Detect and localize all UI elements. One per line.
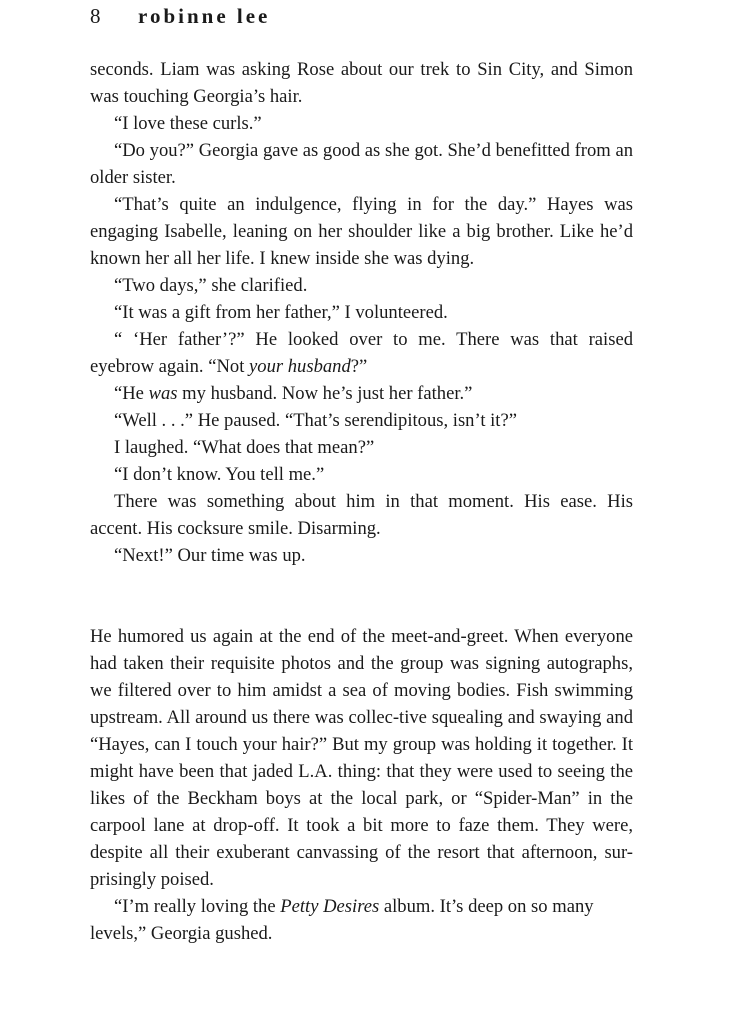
book-page-body: [90, 56, 633, 947]
running-header: [90, 2, 270, 30]
paragraph: “Do you?” Georgia gave as good as she got. She’d benefitted from an older sister.: [90, 140, 633, 188]
italic-text: Petty Desires: [280, 896, 380, 917]
paragraph: “I love these curls.”: [114, 113, 262, 134]
paragraph: [90, 893, 633, 947]
paragraph: “I don’t know. You tell me.”: [114, 464, 325, 485]
paragraph: “Two days,” she clarified.: [114, 275, 308, 296]
italic-text: was: [148, 383, 178, 404]
text-run: “ ‘Her father’?” He looked over to me. There was that raised eyebrow again. “Not: [90, 329, 633, 377]
paragraph: “That’s quite an indulgence, flying in for the day.” Hayes was engaging Isabelle, leaning on her shoulder like a big brother. Like he’d known her all her life. I knew inside she was dying.: [90, 194, 633, 269]
paragraph: I laughed. “What does that mean?”: [114, 437, 375, 458]
paragraph: seconds. Liam was asking Rose about our trek to Sin City, and Simon was touching Georgia’s hair.: [90, 59, 633, 107]
paragraph: “It was a gift from her father,” I volunteered.: [114, 302, 448, 323]
paragraph: There was something about him in that moment. His ease. His accent. His cocksure smile. Disarming.: [90, 491, 633, 539]
paragraph: “Next!” Our time was up.: [114, 545, 306, 566]
text-run: “He: [114, 383, 149, 404]
running-head-author: robinne lee: [138, 4, 271, 28]
page-number: 8: [90, 4, 101, 28]
italic-text: your husband: [249, 356, 351, 377]
paragraph: [90, 380, 633, 407]
paragraph: He humored us again at the end of the meet-and-greet. When everyone had taken their requisite photos and the group was signing autographs, we filtered over to him amidst a sea of moving bodies. Fish swimming upstream. All around us there was collec-tive squealing and swaying and “Hayes, can I touch your hair?” But my group was holding it together. It might have been that jaded L.A. thing: that they were used to seeing the likes of the Beckham boys at the local park, or “Spider-Man” in the carpool lane at drop-off. It took a bit more to faze them. They were, despite all their exuberant canvassing of the resort that afternoon, sur-prisingly poised.: [90, 626, 633, 890]
text-run: album. It’s deep on so many levels,” Georgia gushed.: [90, 896, 594, 944]
section-1: [90, 56, 633, 569]
section-2: [90, 623, 633, 947]
paragraph: “Well . . .” He paused. “That’s serendipitous, isn’t it?”: [114, 410, 517, 431]
text-run: my husband. Now he’s just her father.”: [177, 383, 473, 404]
text-run: “I’m really loving the: [114, 896, 281, 917]
paragraph: [90, 326, 633, 380]
text-run: ?”: [350, 356, 368, 377]
section-break: [90, 569, 633, 623]
